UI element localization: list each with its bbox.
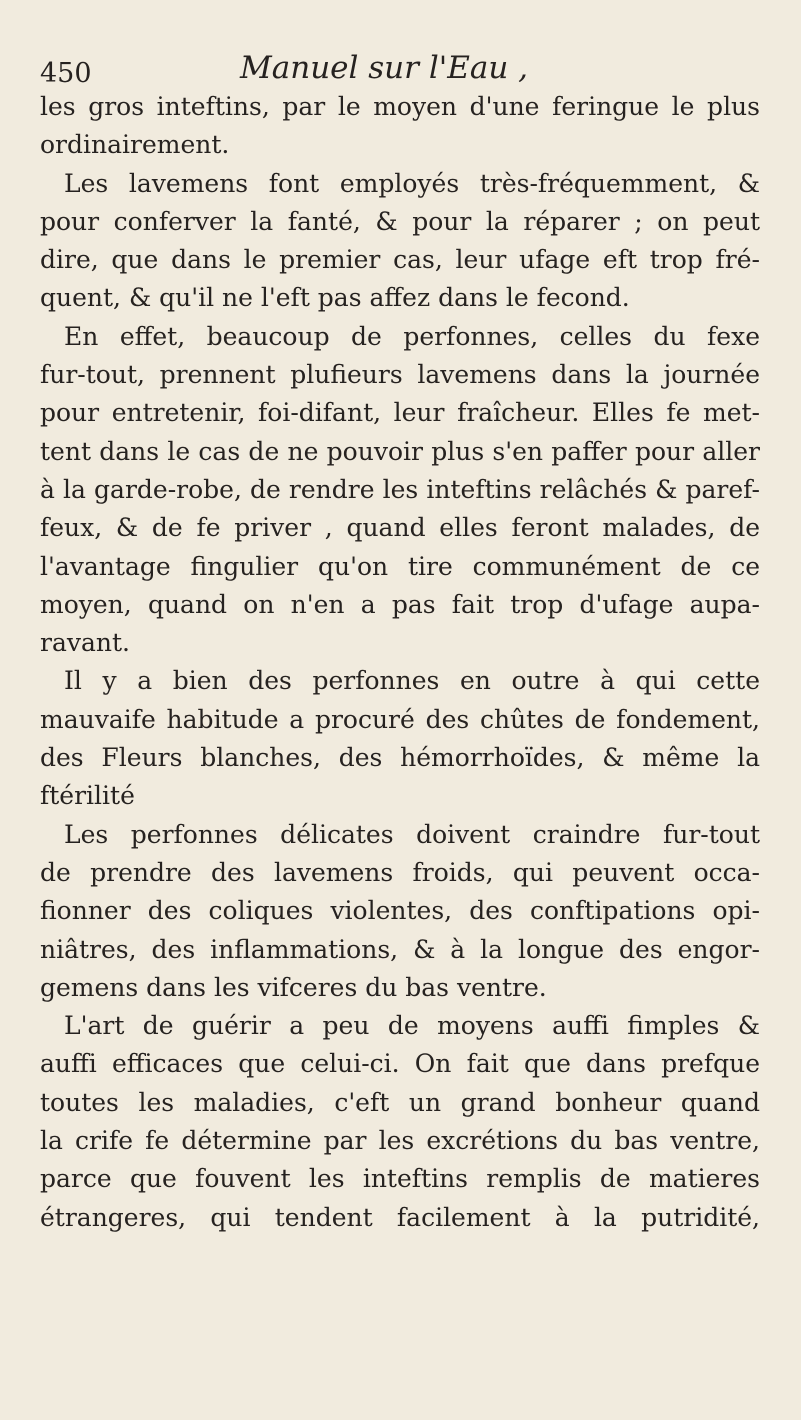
text-line: Les lavemens font employés très-fréquemment, & [64, 168, 760, 198]
text-line: pour conferver la fanté, & pour la réparer ; on peut [40, 206, 760, 236]
text-line: Il y a bien des perfonnes en outre à qui cette [64, 666, 760, 696]
text-line: ftérilité [40, 781, 135, 811]
text-line: toutes les maladies, c'eft un grand bonheur quand [40, 1087, 760, 1117]
text-line: étrangeres, qui tendent facilement à la putridité, [40, 1202, 760, 1232]
text-line: fur-tout, prennent plufieurs lavemens dans la journée [40, 360, 760, 390]
text-line: de prendre des lavemens froids, qui peuvent occa- [40, 857, 760, 887]
body-text [40, 88, 760, 1237]
text-line: pour entretenir, foi-difant, leur fraîcheur. Elles fe met- [40, 398, 760, 428]
text-line: mauvaife habitude a procuré des chûtes de fondement, [40, 704, 760, 734]
text-line: dire, que dans le premier cas, leur ufage eft trop fré- [40, 245, 760, 275]
text-line: auffi efficaces que celui-ci. On fait que dans prefque [40, 1049, 760, 1079]
text-line: tent dans le cas de ne pouvoir plus s'en paffer pour aller [40, 436, 760, 466]
page-number: 450 [40, 58, 92, 89]
text-line: ordinairement. [40, 130, 230, 160]
text-line: En effet, beaucoup de perfonnes, celles du fexe [64, 321, 760, 351]
running-title: Manuel sur l'Eau , [240, 50, 529, 86]
text-line: feux, & de fe priver , quand elles feront malades, de [40, 513, 760, 543]
text-line: parce que fouvent les inteftins remplis de matieres [40, 1164, 760, 1194]
text-line: à la garde-robe, de rendre les inteftins relâchés & paref- [40, 474, 760, 504]
text-line: la crife fe détermine par les excrétions du bas ventre, [40, 1126, 760, 1156]
text-line: quent, & qu'il ne l'eft pas affez dans le fecond. [40, 283, 630, 313]
text-line: L'art de guérir a peu de moyens auffi fimples & [64, 1011, 760, 1041]
text-line: ravant. [40, 628, 130, 658]
text-line: l'avantage fingulier qu'on tire communément de ce [40, 551, 760, 581]
text-line: fionner des coliques violentes, des conftipations opi- [40, 896, 760, 926]
text-line: moyen, quand on n'en a pas fait trop d'ufage aupa- [40, 589, 760, 619]
text-line: les gros inteftins, par le moyen d'une feringue le plus [40, 92, 760, 121]
text-line: gemens dans les vifceres du bas ventre. [40, 972, 547, 1002]
text-line: Les perfonnes délicates doivent craindre fur-tout [64, 819, 760, 849]
text-line: niâtres, des inflammations, & à la longue des engor- [40, 934, 760, 964]
text-line: des Fleurs blanches, des hémorrhoïdes, & même la [40, 743, 760, 773]
